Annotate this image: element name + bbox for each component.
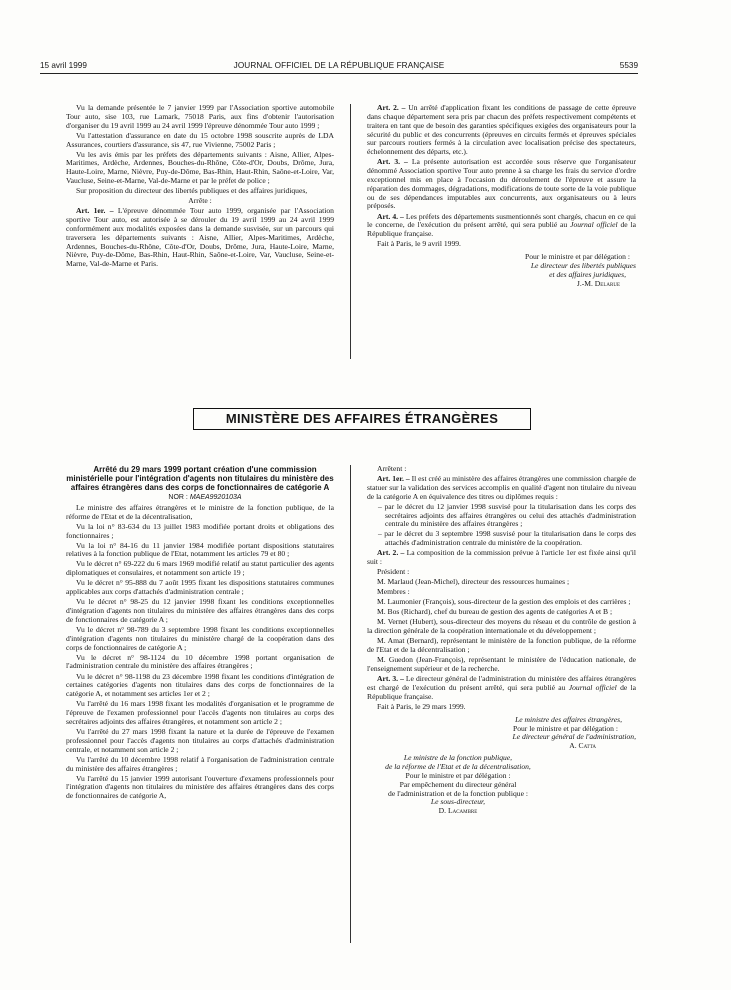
header-journal-title: JOURNAL OFFICIEL DE LA RÉPUBLIQUE FRANÇAISE — [233, 61, 445, 70]
article-2 — [367, 104, 636, 157]
article-3 — [367, 675, 636, 702]
list-item: – par le décret du 12 janvier 1998 susvisé pour la titularisation dans les corps des secrétaires adjoints des affaires étrangères ou celui des attachés d'administration centrale du ministère des affaires étrangères ; — [378, 501, 636, 529]
member-entry: M. Bos (Richard), chef du bureau de gestion des agents de catégories A et B ; — [377, 607, 613, 617]
article-text: Les préfets des départements susmentionnés sont chargés, chacun en ce qui le concerne, de l'exécution du présent arrêté, qui sera publié au — [367, 211, 636, 230]
paragraph: Vu le décret n° 98-789 du 3 septembre 1998 fixant les conditions exceptionnelles d'intégration d'agents non titulaires du ministère chargé de la coopération dans des corps de fonctionnaires de catégorie A ; — [66, 624, 334, 652]
article-2 — [367, 549, 636, 567]
article-text: La présente autorisation est accordée sous réserve que l'organisateur dénommé Association sportive Tour auto prenne à sa charge les frais du service d'ordre exceptionnel mis en place à l'occasion du déroulement de l'épreuve et assure la réparation des dommages, dégradations, modifications de toute sorte de la voie publique ou de ses dépendances imputables aux concurrents, aux organisateurs ou à leurs préposés. — [367, 157, 636, 211]
article-4 — [367, 213, 636, 240]
journal-officiel-ref: Journal officiel — [570, 220, 618, 230]
nor-reference — [66, 494, 334, 503]
article-1 — [66, 207, 334, 269]
article-text: Il est créé au ministère des affaires étrangères une commission chargée de statuer sur la validation des services accomplis en qualité d'agent non titulaire du niveau de la catégorie A en équivalence des titres ou diplômes requis : — [367, 474, 636, 501]
signature-line: Par empêchement du directeur général — [399, 779, 517, 789]
arrete-heading: Arrête : — [188, 196, 212, 206]
article-label: Art. 4. – — [377, 211, 404, 221]
president-label: Président : — [377, 567, 410, 577]
article-label: Art. 3. – — [377, 157, 408, 167]
done-at: Fait à Paris, le 9 avril 1999. — [377, 239, 461, 249]
ministry-heading: MINISTÈRE DES AFFAIRES ÉTRANGÈRES — [193, 408, 531, 430]
article-label: Art. 1er. – — [377, 474, 410, 484]
article-text: de la République française. — [367, 220, 636, 239]
article-text: de la République française. — [367, 682, 637, 701]
article-label: Art. 2. – — [377, 548, 405, 558]
paragraph: Vu le décret n° 69-222 du 6 mars 1969 modifié relatif au statut particulier des agents diplomatiques et consulaires, et notamment son article 19 ; — [66, 559, 334, 578]
signature-line: Le directeur général de l'administration, — [512, 732, 636, 742]
top-right-column — [367, 104, 636, 289]
journal-officiel-ref: Journal officiel — [568, 682, 617, 692]
column-divider — [350, 104, 351, 359]
paragraph: Vu l'arrêté du 15 janvier 1999 autorisant l'ouverture d'examens professionnels pour l'intégration d'agents non titulaires du ministère des affaires étrangères dans des corps de fonctionnaires de catégorie A, — [66, 773, 334, 801]
signature-line: Le directeur des libertés publiques — [530, 261, 636, 271]
signature-line: Pour le ministre et par délégation : — [512, 723, 618, 733]
signature-line: de l'administration et de la fonction publique : — [388, 788, 528, 798]
bottom-left-column — [66, 465, 334, 802]
done-at: Fait à Paris, le 29 mars 1999. — [377, 701, 466, 711]
signature-line: Le ministre des affaires étrangères, — [515, 714, 622, 724]
article-label: Art. 1er. – — [76, 206, 114, 216]
paragraph: Vu l'attestation d'assurance en date du 15 octobre 1998 souscrite auprès de LDA Assurances, courtiers d'assurance, sis 47, rue Vivienne, 75002 Paris ; — [66, 130, 334, 149]
president-entry: M. Marlaud (Jean-Michel), directeur des ressources humaines ; — [377, 577, 570, 587]
article-3 — [367, 158, 636, 211]
signature-line: Le sous-directeur, — [430, 797, 486, 807]
paragraph: Vu la demande présentée le 7 janvier 1999 par l'Association sportive automobile Tour auto, sise 103, rue Lamark, 75018 Paris, aux fins d'obtenir l'autorisation d'organiser du 19 avril 1999 au 24 avril 1999 l'épreuve dénommée Tour auto 1999 ; — [66, 103, 334, 130]
article-text: La composition de la commission prévue à l'article 1er est fixée ainsi qu'il suit : — [367, 548, 637, 567]
paragraph: Vu l'arrêté du 16 mars 1998 fixant les modalités d'organisation et le programme de l'épreuve de l'examen professionnel pour l'accès d'agents non titulaires au corps des secrétaires adjoints des affaires étrangères, et notamment son article 2 ; — [66, 699, 334, 726]
paragraph: Le ministre des affaires étrangères et le ministre de la fonction publique, de la réforme de l'Etat et de la décentralisation, — [66, 502, 334, 521]
paragraph: Vu la loi n° 83-634 du 13 juillet 1983 modifiée portant droits et obligations des fonctionnaires ; — [66, 521, 334, 540]
nor-code: MAEA9920103A — [189, 493, 242, 501]
signature-line: et des affaires juridiques, — [549, 269, 626, 279]
page-header — [40, 61, 638, 71]
decree-title: Arrêté du 29 mars 1999 portant création d'une commission ministérielle pour l'intégration d'agents non titulaires du ministère des affaires étrangères dans des corps de fonctionnaires de catégorie A — [66, 465, 334, 493]
article-label: Art. 3. – — [377, 674, 404, 683]
signature-line: Le ministre de la fonction publique, — [403, 753, 513, 763]
header-page-number: 5539 — [619, 61, 638, 70]
arretent-heading: Arrêtent : — [377, 464, 407, 473]
paragraph: Vu le décret n° 98-1124 du 10 décembre 1998 portant organisation de l'administration centrale du ministère des affaires étrangères ; — [66, 652, 334, 671]
member-entry: M. Guedon (Jean-François), représentant le ministère de l'éducation nationale, de l'enseignement supérieur et de la recherche. — [367, 655, 636, 673]
paragraph: Vu le décret n° 95-888 du 7 août 1995 fixant les dispositions statutaires communes applicables aux corps d'attachés d'administration centrale ; — [66, 578, 334, 597]
signature-line: de la réforme de l'Etat et de la décentralisation, — [385, 761, 531, 771]
signature-line: Pour le ministre et par délégation : — [405, 770, 511, 780]
article-1 — [367, 475, 636, 502]
column-divider — [350, 465, 351, 943]
signature-name: J.-M. Delarue — [576, 278, 620, 288]
bottom-right-column — [367, 465, 636, 816]
paragraph: Vu le décret n° 98-1198 du 23 décembre 1998 fixant les conditions d'intégration de certaines catégories d'agents non titulaires dans des corps de fonctionnaires de la catégorie A, et notamment ses articles 1er et 2 ; — [66, 671, 334, 699]
top-left-column — [66, 104, 334, 270]
header-date: 15 avril 1999 — [40, 61, 87, 70]
paragraph: Vu l'arrêté du 27 mars 1998 fixant la nature et la durée de l'épreuve de l'examen professionnel pour l'accès d'agents non titulaires au corps d'attachés d'administration centrale, et notamment son article 2 ; — [66, 726, 334, 754]
article-text: L'épreuve dénommée Tour auto 1999, organisée par l'Association sportive Tour auto, est autorisée à se dérouler du 19 avril 1999 au 24 avril 1999 conformément aux modalités exposées dans la demande susvisée, sur un parcours qui traversera les départements suivants : Aisne, Allier, Alpes-Maritimes, Ardèche, Ardennes, Bouches-du-Rhône, Côte-d'Or, Doubs, Drôme, Jura, Haute-Loire, Marne, Nièvre, Puy-de-Dôme, Bas-Rhin, Haut-Rhin, Saône-et-Loire, Var, Vaucluse, Seine-et-Marne, Val-de-Marne et Paris. — [66, 206, 334, 269]
article-text: Un arrêté d'application fixant les conditions de passage de cette épreuve dans chaque département sera pris par chacun des préfets respectivement compétents et traitera en tant que de besoin des garanties spécifiques exigées des organisateurs pour la sécurité du public et des concurrents (épreuves en circuits fermés et épreuves spéciales sur parcours routiers fermés à la circulation avec localisation précise des spectateurs, échelonnement des départs, etc.). — [367, 103, 637, 157]
paragraph: Vu l'arrêté du 10 décembre 1998 relatif à l'organisation de l'administration centrale du ministère des affaires étrangères ; — [66, 754, 334, 773]
signature-name: A. Catta — [569, 741, 596, 751]
paragraph: Vu la loi n° 84-16 du 11 janvier 1984 modifiée portant dispositions statutaires relatives à la fonction publique de l'Etat, notamment les articles 79 et 80 ; — [66, 540, 334, 559]
signature-name: D. Lacambre — [438, 806, 478, 816]
article-label: Art. 2. – — [377, 103, 406, 112]
signature-block — [373, 754, 543, 816]
paragraph: Sur proposition du directeur des libertés publiques et des affaires juridiques, — [76, 186, 308, 196]
header-rule — [40, 73, 638, 74]
member-entry: M. Vernet (Hubert), sous-directeur des moyens du réseau et du contrôle de gestion à la direction générale de la coopération internationale et du développement ; — [367, 617, 636, 636]
members-label: Membres : — [377, 587, 410, 597]
member-entry: M. Amat (Bernard), représentant le ministère de la fonction publique, de la réforme de l'Etat et de la décentralisation ; — [367, 636, 636, 655]
nor-label: NOR : — [168, 493, 188, 501]
member-entry: M. Laumonier (François), sous-directeur de la gestion des emplois et des carrières ; — [377, 597, 631, 607]
paragraph: Vu le décret n° 98-25 du 12 janvier 1998 fixant les conditions exceptionnelles d'intégration d'agents non titulaires du ministère des affaires étrangères dans des corps de fonctionnaires de catégorie A ; — [66, 597, 334, 624]
article-text: Le directeur général de l'administration du ministère des affaires étrangères est chargé de l'exécution du présent arrêté, qui sera publié au — [367, 674, 636, 692]
paragraph: Vu les avis émis par les préfets des départements suivants : Aisne, Allier, Alpes-Maritimes, Ardèche, Ardennes, Bouches-du-Rhône, Côte-d'Or, Doubs, Drôme, Jura, Haute-Loire, Marne, Nièvre, Puy-de-Dôme, Bas-Rhin, Haut-Rhin, Saône-et-Loire, Var, Vaucluse, Seine-et-Marne, Val-de-Marne et par le préfet de police ; — [66, 149, 334, 186]
list-item: – par le décret du 3 septembre 1998 susvisé pour la titularisation dans le corps des attachés d'administration centrale du ministère de la coopération. — [378, 529, 636, 548]
signature-line: Pour le ministre et par délégation : — [524, 252, 630, 262]
